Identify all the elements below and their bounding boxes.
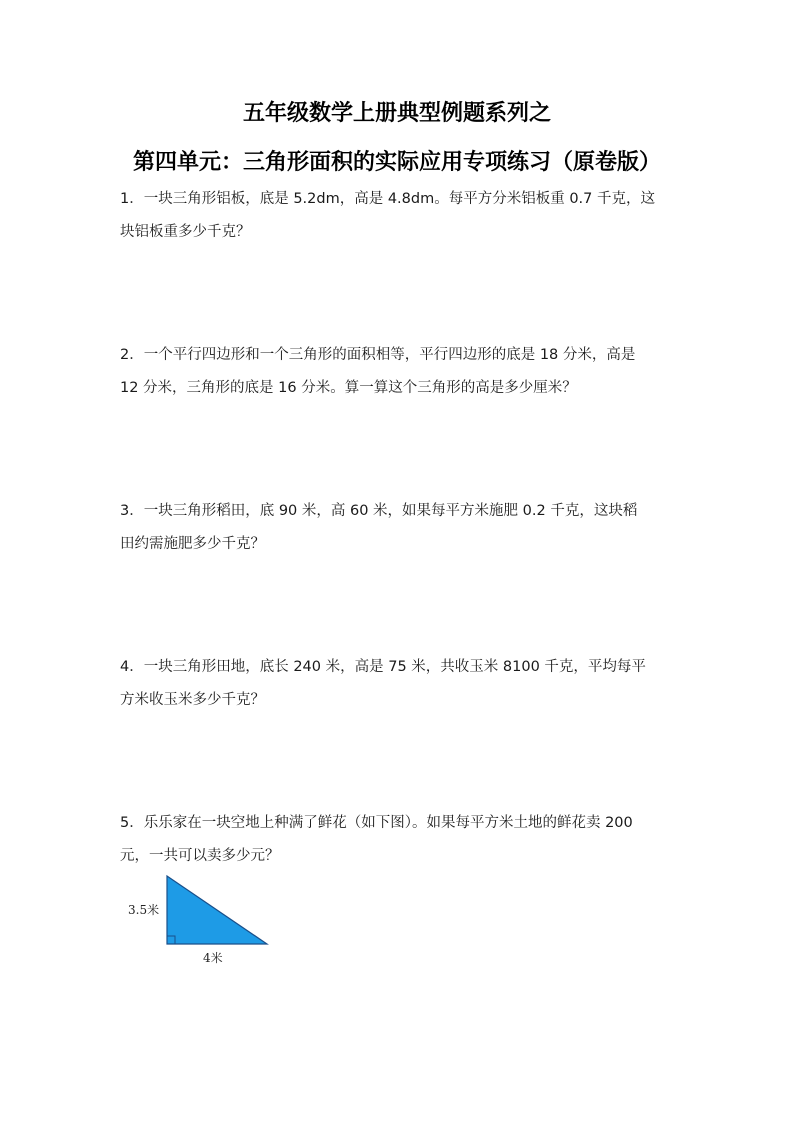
question-2-line-1: 2．一个平行四边形和一个三角形的面积相等，平行四边形的底是 18 分米，高是 xyxy=(120,347,636,363)
triangle-height-label: 3.5米 xyxy=(128,903,160,917)
question-3 xyxy=(120,495,680,561)
question-5-line-1: 5．乐乐家在一块空地上种满了鲜花（如下图）。如果每平方米土地的鲜花卖 200 xyxy=(120,815,633,831)
triangle-figure xyxy=(120,868,280,968)
question-5 xyxy=(120,807,680,873)
question-4-line-1: 4．一块三角形田地，底长 240 米，高是 75 米，共收玉米 8100 千克，平均每平 xyxy=(120,659,646,675)
worksheet-series-title: 五年级数学上册典型例题系列之 xyxy=(242,101,551,126)
question-1-line-2: 块铝板重多少千克？ xyxy=(120,224,251,240)
question-3-line-1: 3．一块三角形稻田，底 90 米，高 60 米，如果每平方米施肥 0.2 千克，这块稻 xyxy=(120,503,638,519)
question-2 xyxy=(120,339,680,405)
triangle-base-label: 4米 xyxy=(203,951,223,965)
question-1 xyxy=(120,183,680,249)
question-3-line-2: 田约需施肥多少千克？ xyxy=(120,536,265,552)
question-4-line-2: 方米收玉米多少千克？ xyxy=(120,692,265,708)
question-1-line-1: 1．一块三角形铝板，底是 5.2dm，高是 4.8dm。每平方分米铝板重 0.7 千克，这 xyxy=(120,191,655,207)
worksheet-unit-title: 第四单元：三角形面积的实际应用专项练习（原卷版） xyxy=(132,150,661,175)
triangle-diagram xyxy=(120,868,280,968)
question-2-line-2: 12 分米，三角形的底是 16 分米。算一算这个三角形的高是多少厘米？ xyxy=(120,380,577,396)
question-4 xyxy=(120,651,680,717)
right-triangle-shape xyxy=(167,876,267,944)
question-5-line-2: 元，一共可以卖多少元？ xyxy=(120,848,280,864)
